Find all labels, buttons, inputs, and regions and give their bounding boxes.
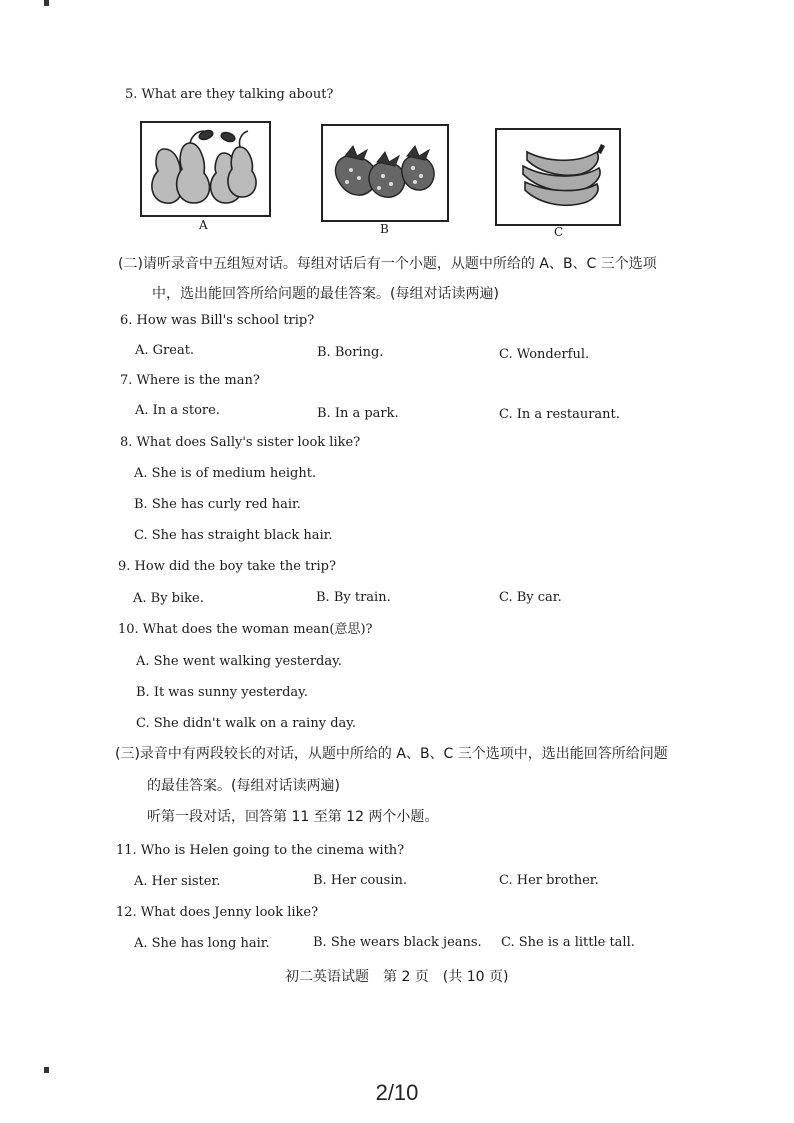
section-3-instruction-line2: 的最佳答案。(每组对话读两遍) (147, 778, 340, 794)
section-2-instruction-line2: 中，选出能回答所给问题的最佳答案。(每组对话读两遍) (152, 286, 499, 302)
q6-option-a: A. Great. (135, 343, 195, 358)
scan-mark-top (44, 0, 49, 6)
q9-option-b: B. By train. (316, 590, 391, 605)
option-b-label: B (380, 222, 389, 236)
option-c-picture (495, 128, 621, 226)
option-b-picture (321, 124, 449, 222)
q8-option-c: C. She has straight black hair. (134, 528, 333, 543)
bananas-picture (497, 130, 619, 224)
q7-option-c: C. In a restaurant. (499, 407, 620, 422)
page-footer: 初二英语试题 第 2 页 (共 10 页) (285, 969, 509, 985)
q12-option-a: A. She has long hair. (134, 936, 270, 951)
q12-option-c: C. She is a little tall. (501, 935, 635, 950)
section-3-instruction-line1: (三)录音中有两段较长的对话，从题中所给的 A、B、C 三个选项中，选出能回答所给问题 (115, 746, 668, 762)
question-9: 9. How did the boy take the trip? (118, 559, 336, 574)
scan-mark-bottom (44, 1067, 49, 1073)
question-10: 10. What does the woman mean(意思)? (118, 622, 373, 637)
question-5: 5. What are they talking about? (125, 87, 334, 102)
q7-option-a: A. In a store. (135, 403, 220, 418)
question-8: 8. What does Sally's sister look like? (120, 435, 361, 450)
q6-option-b: B. Boring. (317, 345, 384, 360)
strawberries-picture (323, 126, 447, 220)
q6-option-c: C. Wonderful. (499, 347, 590, 362)
q9-option-a: A. By bike. (133, 591, 204, 606)
q8-option-b: B. She has curly red hair. (134, 497, 301, 512)
section-3-instruction-line3: 听第一段对话，回答第 11 至第 12 两个小题。 (147, 809, 439, 825)
pears-picture (142, 123, 269, 215)
q8-option-a: A. She is of medium height. (134, 466, 317, 481)
q9-option-c: C. By car. (499, 590, 562, 605)
q7-option-b: B. In a park. (317, 406, 399, 421)
q11-option-a: A. Her sister. (134, 874, 221, 889)
question-11: 11. Who is Helen going to the cinema with? (116, 843, 405, 858)
option-a-picture (140, 121, 271, 217)
section-2-instruction-line1: (二)请听录音中五组短对话。每组对话后有一个小题，从题中所给的 A、B、C 三个选项 (118, 256, 657, 272)
q11-option-c: C. Her brother. (499, 873, 599, 888)
q10-option-b: B. It was sunny yesterday. (136, 685, 308, 700)
q10-option-a: A. She went walking yesterday. (136, 654, 342, 669)
question-12: 12. What does Jenny look like? (116, 905, 319, 920)
q11-option-b: B. Her cousin. (313, 873, 408, 888)
page-indicator: 2/10 (375, 1080, 419, 1105)
option-c-label: C (554, 225, 564, 239)
question-7: 7. Where is the man? (120, 373, 260, 388)
q12-option-b: B. She wears black jeans. (313, 935, 482, 950)
option-a-label: A (199, 218, 208, 232)
question-6: 6. How was Bill's school trip? (120, 313, 315, 328)
q10-option-c: C. She didn't walk on a rainy day. (136, 716, 357, 731)
